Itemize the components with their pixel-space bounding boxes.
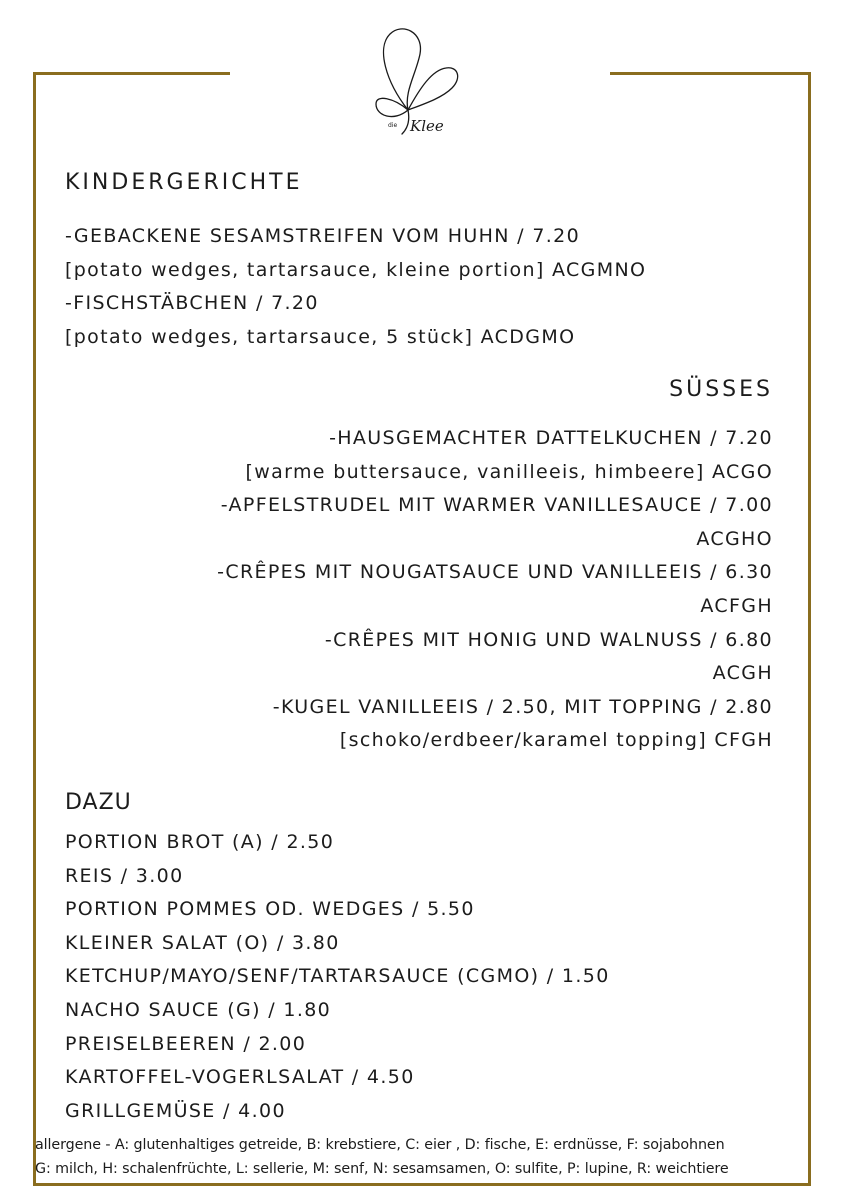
allergen-legend-line-1: allergene - A: glutenhaltiges getreide, B: krebstiere, C: eier , D: fische, E: erdnüsse, F: sojabohnen <box>35 1137 725 1153</box>
section-title-dazu: DAZU <box>65 790 132 815</box>
menu-line: -KUGEL VANILLEEIS / 2.50, MIT TOPPING / 2.80 <box>272 695 773 718</box>
section-title-kindergerichte: KINDERGERICHTE <box>65 170 303 195</box>
menu-line: KLEINER SALAT (O) / 3.80 <box>65 931 340 954</box>
suesses-list <box>217 422 773 758</box>
menu-line: KETCHUP/MAYO/SENF/TARTARSAUCE (CGMO) / 1.50 <box>65 965 610 988</box>
menu-line: -APFELSTRUDEL MIT WARMER VANILLESAUCE / 7.00 <box>220 494 773 517</box>
dazu-list <box>65 826 610 1128</box>
menu-line: PORTION POMMES OD. WEDGES / 5.50 <box>65 898 475 921</box>
klee-butterfly-logo <box>364 24 468 142</box>
menu-line: PORTION BROT (A) / 2.50 <box>65 831 335 853</box>
menu-line: ACGHO <box>696 527 773 550</box>
menu-line: REIS / 3.00 <box>65 864 184 887</box>
menu-line: [potato wedges, tartarsauce, kleine portion] ACGMNO <box>65 258 647 281</box>
section-title-suesses: SÜSSES <box>669 377 773 402</box>
menu-line: [warme buttersauce, vanilleeis, himbeere] ACGO <box>245 460 773 483</box>
menu-line: -FISCHSTÄBCHEN / 7.20 <box>65 292 319 315</box>
menu-line: -CRÊPES MIT HONIG UND WALNUSS / 6.80 <box>324 628 773 651</box>
kindergerichte-list <box>65 220 646 354</box>
frame-top-left-line <box>33 72 230 75</box>
frame-left-line <box>33 72 36 1186</box>
menu-line: KARTOFFEL-VOGERLSALAT / 4.50 <box>65 1066 415 1089</box>
menu-line: ACFGH <box>700 594 773 617</box>
menu-line: NACHO SAUCE (G) / 1.80 <box>65 998 332 1021</box>
menu-line: [potato wedges, tartarsauce, 5 stück] ACDGMO <box>65 325 576 348</box>
menu-line: GRILLGEMÜSE / 4.00 <box>65 1099 286 1122</box>
allergen-legend-line-2: G: milch, H: schalenfrüchte, L: sellerie, M: senf, N: sesamsamen, O: sulfite, P: lupine, R: weichtiere <box>35 1161 729 1177</box>
menu-line: PREISELBEEREN / 2.00 <box>65 1032 307 1055</box>
menu-line: -GEBACKENE SESAMSTREIFEN VOM HUHN / 7.20 <box>65 225 581 247</box>
frame-bottom-line <box>33 1183 811 1186</box>
menu-line: -CRÊPES MIT NOUGATSAUCE UND VANILLEEIS / 6.30 <box>217 561 773 584</box>
frame-top-right-line <box>610 72 811 75</box>
menu-line: [schoko/erdbeer/karamel topping] CFGH <box>339 729 773 752</box>
logo-prefix: die <box>388 122 398 129</box>
menu-line: -HAUSGEMACHTER DATTELKUCHEN / 7.20 <box>329 427 773 449</box>
menu-line: ACGH <box>712 662 773 685</box>
frame-right-line <box>808 72 811 1186</box>
logo-wordmark: Klee <box>410 117 444 135</box>
